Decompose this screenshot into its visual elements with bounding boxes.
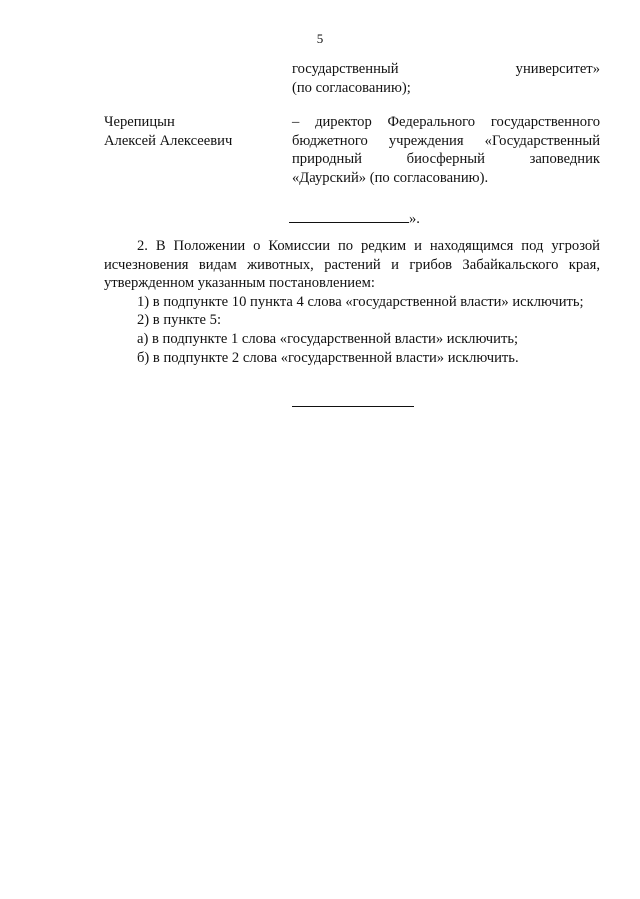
member-first-names: Алексей Алексеевич xyxy=(104,132,233,149)
closing-mark: ». xyxy=(409,211,420,227)
section-2-item: б) в подпункте 2 слова «государственной власти» исключить. xyxy=(137,349,519,366)
closing-underline xyxy=(289,208,409,223)
member-surname: Черепицын xyxy=(104,114,175,130)
member-description-line: «Даурский» (по согласованию). xyxy=(292,169,489,186)
section-2-intro-line: утвержденном указанным постановлением: xyxy=(104,275,375,292)
continuation-line-2: (по согласованию); xyxy=(292,79,411,96)
member-description-line: природный биосферный заповедник xyxy=(292,151,600,168)
continuation-line-1 xyxy=(292,60,600,79)
continuation-word-1: государственный xyxy=(292,61,399,77)
section-2-item: 1) в подпункте 10 пункта 4 слова «государственной власти» исключить; xyxy=(137,293,584,310)
section-2-item: а) в подпункте 1 слова «государственной власти» исключить; xyxy=(137,330,519,347)
member-description-line: бюджетного учреждения «Государственный xyxy=(292,132,600,149)
member-continuation xyxy=(292,60,600,97)
continuation-word-2: университет» xyxy=(515,61,600,77)
section-2-intro-line: 2. В Положении о Комиссии по редким и находящимся под угрозой xyxy=(137,238,600,254)
member-description xyxy=(292,113,600,187)
member-description-line: – директор Федерального государственного xyxy=(292,114,600,130)
section-2 xyxy=(104,237,600,367)
end-of-document-rule xyxy=(292,406,414,407)
page-number: 5 xyxy=(316,31,324,46)
section-2-item: 2) в пункте 5: xyxy=(137,312,222,329)
section-2-intro-line: исчезновения видам животных, растений и грибов Забайкальского края, xyxy=(104,256,600,273)
list-closing xyxy=(289,208,420,229)
member-name xyxy=(104,113,274,150)
